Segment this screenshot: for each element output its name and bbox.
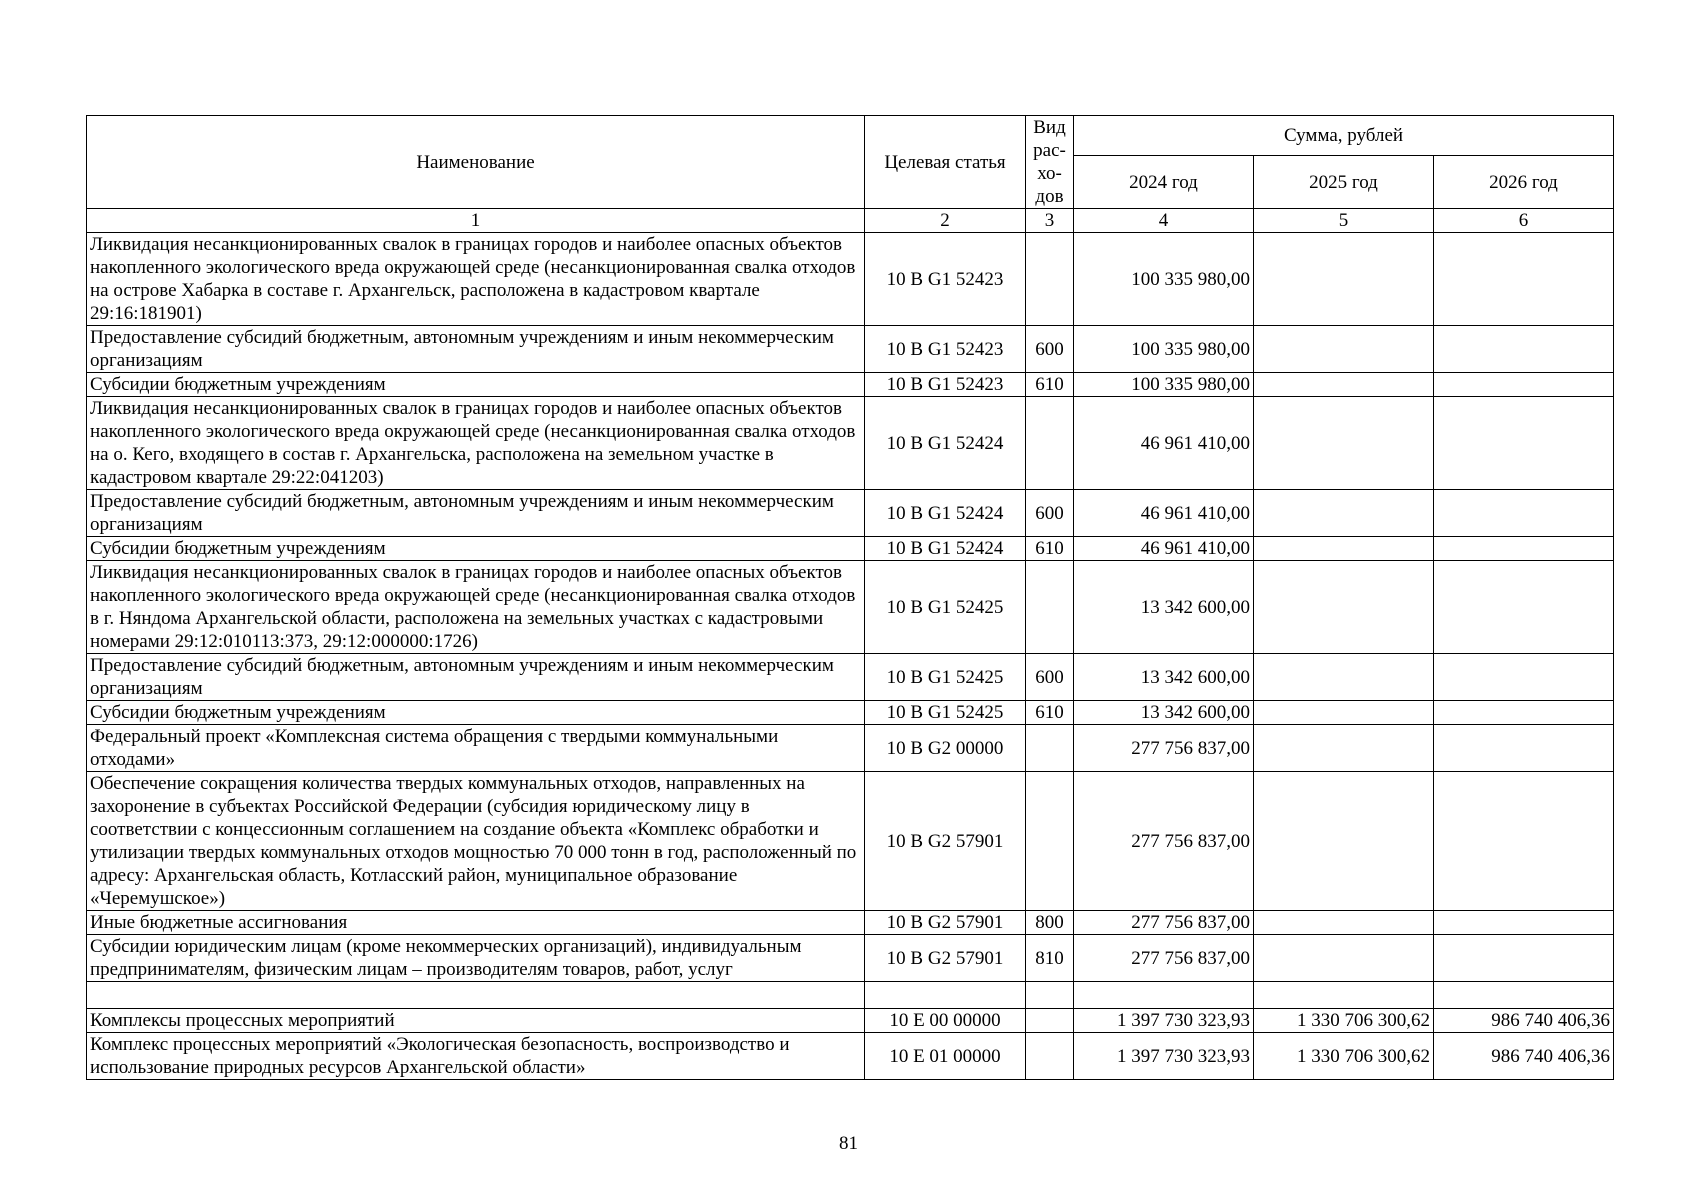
row-expense-type: 610 [1026, 537, 1074, 561]
row-amount-2024: 13 342 600,00 [1074, 701, 1254, 725]
column-number: 3 [1026, 209, 1074, 233]
row-target-code: 10 В G2 57901 [865, 935, 1026, 982]
row-target-code [865, 982, 1026, 1009]
header-target: Целевая статья [865, 116, 1026, 209]
row-amount-2026 [1434, 326, 1614, 373]
row-name: Субсидии бюджетным учреждениям [87, 373, 865, 397]
column-number: 4 [1074, 209, 1254, 233]
row-expense-type: 600 [1026, 490, 1074, 537]
table-row [87, 935, 1614, 982]
row-amount-2024: 13 342 600,00 [1074, 654, 1254, 701]
row-target-code: 10 В G1 52425 [865, 701, 1026, 725]
row-expense-type [1026, 1033, 1074, 1080]
row-amount-2026 [1434, 233, 1614, 326]
row-expense-type [1026, 772, 1074, 911]
row-expense-type: 610 [1026, 701, 1074, 725]
row-amount-2026 [1434, 911, 1614, 935]
row-name: Комплексы процессных мероприятий [87, 1009, 865, 1033]
row-amount-2024: 13 342 600,00 [1074, 561, 1254, 654]
page-number: 81 [839, 1133, 858, 1154]
row-name: Комплекс процессных мероприятий «Экологическая безопасность, воспроизводство и использование природных ресурсов Архангельской области» [87, 1033, 865, 1080]
table-row [87, 561, 1614, 654]
row-amount-2024: 46 961 410,00 [1074, 490, 1254, 537]
row-amount-2024 [1074, 982, 1254, 1009]
row-amount-2026 [1434, 772, 1614, 911]
row-amount-2026 [1434, 373, 1614, 397]
table-row [87, 490, 1614, 537]
row-amount-2025 [1254, 701, 1434, 725]
row-name: Субсидии юридическим лицам (кроме некоммерческих организаций), индивидуальным предпринимателям, физическим лицам – производителям товаров, работ, услуг [87, 935, 865, 982]
row-name: Предоставление субсидий бюджетным, автономным учреждениям и иным некоммерческим организациям [87, 654, 865, 701]
row-amount-2025 [1254, 373, 1434, 397]
table-body [87, 233, 1614, 1080]
table-row [87, 701, 1614, 725]
header-type: Вид рас-хо-дов [1026, 116, 1074, 209]
table-row [87, 982, 1614, 1009]
column-number-row [87, 209, 1614, 233]
table-row [87, 1033, 1614, 1080]
budget-table [86, 115, 1614, 1080]
row-name: Обеспечение сокращения количества твердых коммунальных отходов, направленных на захоронение в субъектах Российской Федерации (субсидия юридическому лицу в соответствии с концессионным соглашением на создание объекта «Комплекс обработки и утилизации твердых коммунальных отходов мощностью 70 000 тонн в год, расположенный по адресу: Архангельская область, Котласский район, муниципальное образование «Черемушское») [87, 772, 865, 911]
row-target-code: 10 В G1 52423 [865, 233, 1026, 326]
column-number: 5 [1254, 209, 1434, 233]
table-row [87, 373, 1614, 397]
row-expense-type: 600 [1026, 326, 1074, 373]
row-target-code: 10 В G1 52424 [865, 490, 1026, 537]
column-number: 2 [865, 209, 1026, 233]
table-row [87, 537, 1614, 561]
row-name: Ликвидация несанкционированных свалок в границах городов и наиболее опасных объектов накопленного экологического вреда окружающей среде (несанкционированная свалка отходов на о. Кего, входящего в состав г. Архангельска, расположена на земельном участке в кадастровом квартале 29:22:041203) [87, 397, 865, 490]
row-name [87, 982, 865, 1009]
row-amount-2026 [1434, 935, 1614, 982]
row-name: Субсидии бюджетным учреждениям [87, 537, 865, 561]
row-expense-type [1026, 725, 1074, 772]
row-expense-type: 800 [1026, 911, 1074, 935]
row-amount-2025: 1 330 706 300,62 [1254, 1033, 1434, 1080]
row-target-code: 10 В G1 52425 [865, 654, 1026, 701]
row-expense-type [1026, 233, 1074, 326]
row-amount-2026 [1434, 537, 1614, 561]
row-name: Предоставление субсидий бюджетным, автономным учреждениям и иным некоммерческим организациям [87, 326, 865, 373]
table-row [87, 326, 1614, 373]
row-amount-2025 [1254, 911, 1434, 935]
row-target-code: 10 Е 01 00000 [865, 1033, 1026, 1080]
row-amount-2026 [1434, 982, 1614, 1009]
row-amount-2025 [1254, 772, 1434, 911]
row-expense-type [1026, 561, 1074, 654]
row-name: Ликвидация несанкционированных свалок в границах городов и наиболее опасных объектов накопленного экологического вреда окружающей среде (несанкционированная свалка отходов в г. Няндома Архангельской области, расположена на земельных участках с кадастровыми номерами 29:12:010113:373, 29:12:000000:1726) [87, 561, 865, 654]
row-amount-2024: 277 756 837,00 [1074, 935, 1254, 982]
header-name: Наименование [87, 116, 865, 209]
table-row [87, 1009, 1614, 1033]
table-row [87, 233, 1614, 326]
row-amount-2025 [1254, 233, 1434, 326]
column-number: 1 [87, 209, 865, 233]
row-expense-type [1026, 397, 1074, 490]
row-amount-2025 [1254, 326, 1434, 373]
row-amount-2025 [1254, 490, 1434, 537]
row-amount-2024: 277 756 837,00 [1074, 772, 1254, 911]
row-amount-2024: 277 756 837,00 [1074, 725, 1254, 772]
row-amount-2025 [1254, 537, 1434, 561]
row-amount-2026 [1434, 654, 1614, 701]
row-target-code: 10 В G1 52424 [865, 537, 1026, 561]
row-expense-type: 610 [1026, 373, 1074, 397]
row-amount-2025 [1254, 654, 1434, 701]
row-amount-2024: 100 335 980,00 [1074, 373, 1254, 397]
row-amount-2026 [1434, 725, 1614, 772]
row-target-code: 10 В G1 52425 [865, 561, 1026, 654]
row-name: Субсидии бюджетным учреждениям [87, 701, 865, 725]
row-amount-2026 [1434, 561, 1614, 654]
row-target-code: 10 В G2 57901 [865, 911, 1026, 935]
header-2026: 2026 год [1434, 156, 1614, 209]
row-amount-2026: 986 740 406,36 [1434, 1033, 1614, 1080]
row-amount-2026 [1434, 397, 1614, 490]
row-target-code: 10 В G1 52423 [865, 326, 1026, 373]
row-amount-2024: 46 961 410,00 [1074, 537, 1254, 561]
row-name: Предоставление субсидий бюджетным, автономным учреждениям и иным некоммерческим организациям [87, 490, 865, 537]
header-sum: Сумма, рублей [1074, 116, 1614, 156]
table-row [87, 772, 1614, 911]
row-expense-type: 600 [1026, 654, 1074, 701]
column-number: 6 [1434, 209, 1614, 233]
table-row [87, 911, 1614, 935]
row-amount-2025 [1254, 725, 1434, 772]
row-amount-2024: 1 397 730 323,93 [1074, 1033, 1254, 1080]
row-amount-2025 [1254, 397, 1434, 490]
row-amount-2026: 986 740 406,36 [1434, 1009, 1614, 1033]
row-target-code: 10 В G1 52423 [865, 373, 1026, 397]
row-amount-2024: 100 335 980,00 [1074, 233, 1254, 326]
row-amount-2024: 100 335 980,00 [1074, 326, 1254, 373]
row-target-code: 10 В G1 52424 [865, 397, 1026, 490]
row-target-code: 10 Е 00 00000 [865, 1009, 1026, 1033]
row-expense-type: 810 [1026, 935, 1074, 982]
row-amount-2025 [1254, 982, 1434, 1009]
row-amount-2024: 277 756 837,00 [1074, 911, 1254, 935]
row-name: Ликвидация несанкционированных свалок в границах городов и наиболее опасных объектов накопленного экологического вреда окружающей среде (несанкционированная свалка отходов на острове Хабарка в составе г. Архангельск, расположена в кадастровом квартале 29:16:181901) [87, 233, 865, 326]
row-target-code: 10 В G2 00000 [865, 725, 1026, 772]
header-2025: 2025 год [1254, 156, 1434, 209]
table-row [87, 725, 1614, 772]
table-row [87, 397, 1614, 490]
row-amount-2026 [1434, 490, 1614, 537]
row-name: Иные бюджетные ассигнования [87, 911, 865, 935]
row-name: Федеральный проект «Комплексная система обращения с твердыми коммунальными отходами» [87, 725, 865, 772]
row-amount-2026 [1434, 701, 1614, 725]
row-expense-type [1026, 982, 1074, 1009]
header-2024: 2024 год [1074, 156, 1254, 209]
row-amount-2025 [1254, 935, 1434, 982]
row-amount-2024: 46 961 410,00 [1074, 397, 1254, 490]
row-target-code: 10 В G2 57901 [865, 772, 1026, 911]
row-amount-2024: 1 397 730 323,93 [1074, 1009, 1254, 1033]
row-expense-type [1026, 1009, 1074, 1033]
table-row [87, 654, 1614, 701]
row-amount-2025: 1 330 706 300,62 [1254, 1009, 1434, 1033]
row-amount-2025 [1254, 561, 1434, 654]
